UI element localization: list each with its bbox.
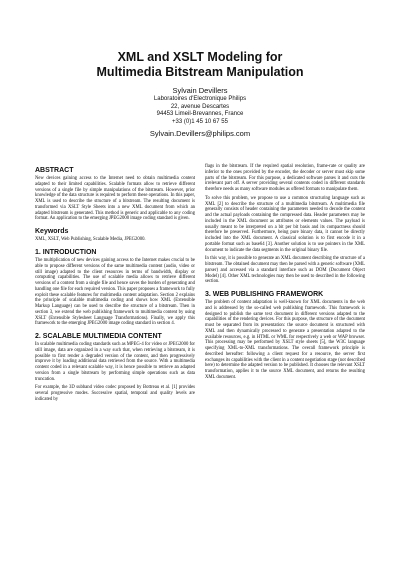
- author-org: Laboratoires d'Electronique Philips: [153, 96, 247, 102]
- section-2-paragraph-1: In scalable multimedia coding standards such as MPEG-4 for video or JPEG2000 for still image, data are organized in a way such that, when retrieving a bitstream, it is possible to first render a degraded version of the content, and then progressively improve it by loading additional data retrieved from the source. With a multimedia content coded in a relevant scalable way, it is hence possible to retrieve an adapted version from a single bitstream by performing simple operations such as data truncation.: [35, 342, 195, 382]
- author-phone: +33 (0)1 45 10 67 55: [172, 118, 228, 125]
- right-paragraph-1: flags in the bitstream. If the required spatial resolution, frame-rate or quality are inferior to the ones provided by the encoder, the decoder or server must skip some parts of the bitstream. For this purpose, a dedicated software parses it and cuts the irrelevant part off. A server providing several contents coded in different standards therefore needs as many software modules as offered formats to manipulate them.: [205, 164, 365, 192]
- paper-title: [30, 50, 370, 80]
- author-street: 22, avenue Descartes: [170, 103, 230, 110]
- abstract-text: New devices gaining access to the Internet need to obtain multimedia content adapted to their limited capabilities. Scalable formats allow to retrieve different versions of a single file by simple manipulations of the bitstream. However, prior knowledge of the data structure is required to perform these operations. In this paper, XML is used to describe the structure of a bitstream. The resulting document is transformed via XSLT Style Sheets into a new XML document from which an adapted bitstream is generated. This method is generic and applicable to any coding format. An application to the emerging JPEG2000 image coding standard is given.: [35, 176, 195, 222]
- author-block: [30, 86, 370, 139]
- keywords-text: XML, XSLT, Web Publishing, Scalable Media, JPEG2000.: [35, 237, 146, 242]
- author-name: Sylvain Devillers: [172, 86, 228, 95]
- section-3-heading: 3. WEB PUBLISHING FRAMEWORK: [205, 291, 324, 298]
- author-city: 94453 Limeil-Brevannes, France: [156, 111, 244, 118]
- section-1-heading: 1. INTRODUCTION: [35, 249, 97, 256]
- right-paragraph-3: In this way, it is possible to generate an XML document describing the structure of a bitstream. The obtained document may then be parsed with a generic software (XML parser) and accessed via a standard interface such as DOM (Document Object Model) [4]. Other XML technologies may then be used to described in the following section.: [205, 256, 365, 285]
- title-line-2: Multimedia Bitstream Manipulation: [96, 65, 304, 79]
- author-email: Sylvain.Devillers@philips.com: [149, 129, 251, 139]
- right-paragraph-2: To solve this problem, we propose to use a common structuring language such as XML [2] to describe the structure of a multimedia bitstream. A multimedia file generally consists of header containing the parameters needed to decode the content and the actual payloads containing the compressed data. Header parameters may be included in the XML document as attributes or elements values. The payload is usually meant to be interpreted on a bit per bit basis and its compactness should therefore be preserved. Furthermore, being pure binary data, it cannot be directly included into the XML document. A classical solution is to first encode it in a portable format such as base64 [3]. Another solution is to use pointers in the XML document to indicate the data segments in the original binary file.: [205, 195, 365, 253]
- title-line-1: XML and XSLT Modeling for: [117, 50, 283, 64]
- section-2-heading: 2. SCALABLE MULTIMEDIA CONTENT: [35, 333, 162, 340]
- keywords-heading: Keywords: [35, 228, 69, 235]
- section-3-text: The problem of content adaptation is well-known for XML documents in the web and is addressed by the so-called web publishing framework. This framework is designed to publish the same text document in different versions adapted to the capabilities of the rendering devices. For this purpose, the structure of the document must be separated from its presentation: the source document is structured with XML and then dynamically processed to generate a presentation adapted to the available resources, e.g. in HTML or WML for respectively a web or WAP browser. This processing may be performed by XSLT style sheets [5], the W3C language specifying XML-to-XML transformations. The overall framework principle is described hereafter: following a client request for a resource, the server first exchanges its capabilities with the client in a content negotiation stage (not described here) to determine the adapted version to be published. It chooses the relevant XSLT transformation, applies it to the source XML document, and returns the resulting XML document.: [205, 300, 365, 380]
- section-2-paragraph-2: For example, the 3D subband video codec proposed by Bottreau et al. [1] provides several progressive modes. Successive spatial, temporal and quality levels are indicated by: [35, 385, 195, 402]
- right-column: [205, 164, 365, 384]
- abstract-heading: ABSTRACT: [35, 167, 74, 174]
- section-1-text: The multiplication of new devices gaining access to the Internet makes crucial to be able to propose different versions of the same multimedia content (audio, video or still image) adapted to the client resources in terms of bandwidth, display or computing capabilities. The use of scalable media allows to retrieve different versions of a content from a single file and hence saves the burden of generating and handling one file for each required version. This paper proposes a framework to fully exploit these scalable features for multimedia content adaptation. Section 2 explains the principle of scalable multimedia coding and shows how XML (Extensible Markup Language) can be used to describe the structure of a bitstream. Then in section 3, we extend the web publishing framework to multimedia content by using XSLT (Extensible Stylesheet Language Transformations). Finally, we apply this framework to the emerging JPEG2000 image coding standard in section 4.: [35, 258, 195, 327]
- left-column: [35, 166, 195, 406]
